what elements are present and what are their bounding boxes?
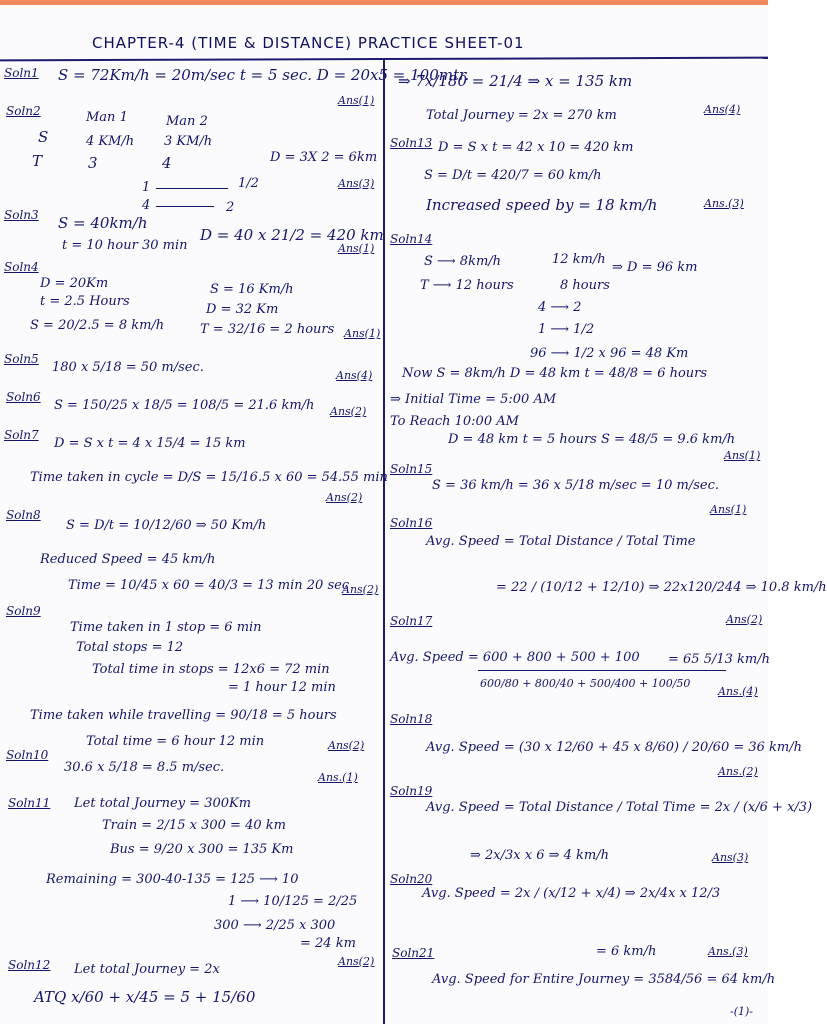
answer-marker: Ans.(2) bbox=[718, 765, 758, 778]
solution-line: = 65 5/13 km/h bbox=[668, 652, 770, 667]
solution-line: Man 1 bbox=[86, 110, 128, 125]
solution-line: 600/80 + 800/40 + 500/400 + 100/50 bbox=[480, 677, 691, 690]
solution-label: Soln9 bbox=[6, 604, 41, 618]
answer-marker: Ans(2) bbox=[726, 613, 763, 626]
answer-marker: Ans.(4) bbox=[718, 685, 758, 698]
answer-marker: Ans(1) bbox=[338, 94, 375, 107]
solution-label: Soln8 bbox=[6, 508, 41, 522]
solution-line: D = 20Km bbox=[40, 276, 109, 291]
answer-marker: Ans(2) bbox=[330, 405, 367, 418]
solution-label: Soln12 bbox=[8, 958, 51, 972]
solution-line: Avg. Speed = Total Distance / Total Time bbox=[426, 534, 696, 549]
solution-line: = 24 km bbox=[300, 936, 356, 951]
answer-marker: Ans(1) bbox=[338, 242, 375, 255]
solution-line: 3 KM/h bbox=[164, 134, 213, 149]
solution-line: 3 bbox=[88, 154, 98, 172]
solution-label: Soln15 bbox=[390, 462, 433, 476]
solution-label: Soln7 bbox=[4, 428, 39, 442]
solution-line: ⇒ 2x/3x x 6 ⇒ 4 km/h bbox=[470, 848, 609, 863]
solution-line: T bbox=[32, 152, 43, 170]
page-title: CHAPTER-4 (TIME & DISTANCE) PRACTICE SHEET-01 bbox=[92, 34, 525, 52]
solution-line: Reduced Speed = 45 km/h bbox=[40, 552, 216, 567]
solution-line: Avg. Speed = Total Distance / Total Time = 2x / (x/6 + x/3) bbox=[426, 800, 813, 815]
solution-line: S = 72Km/h = 20m/sec t = 5 sec. D = 20x5 = 100mtr. bbox=[58, 66, 470, 84]
solution-line: = 6 km/h bbox=[596, 944, 657, 959]
solution-line: 4 bbox=[142, 198, 151, 213]
solution-line: S = 40km/h bbox=[58, 214, 148, 232]
solution-line: 8 hours bbox=[560, 278, 610, 293]
solution-line: Bus = 9/20 x 300 = 135 Km bbox=[110, 842, 294, 857]
solution-line: D = S x t = 4 x 15/4 = 15 km bbox=[54, 436, 246, 451]
solution-line: 1 bbox=[142, 180, 151, 195]
top-orange-band bbox=[0, 0, 768, 5]
answer-marker: Ans(2) bbox=[328, 739, 365, 752]
answer-marker: Ans.(3) bbox=[704, 197, 744, 210]
solution-line: D = 48 km t = 5 hours S = 48/5 = 9.6 km/h bbox=[448, 432, 736, 447]
solution-line: ⇒ 7x/180 = 21/4 ⇒ x = 135 km bbox=[398, 72, 633, 90]
solution-label: Soln19 bbox=[390, 784, 433, 798]
solution-line: S = D/t = 420/7 = 60 km/h bbox=[424, 168, 602, 183]
solution-label: Soln6 bbox=[6, 390, 41, 404]
solution-label: Soln18 bbox=[390, 712, 433, 726]
solution-line: 180 x 5/18 = 50 m/sec. bbox=[52, 360, 204, 375]
solution-line: Let total Journey = 300Km bbox=[74, 796, 252, 811]
solution-line: 96 ⟶ 1/2 x 96 = 48 Km bbox=[530, 346, 689, 361]
solution-line: Increased speed by = 18 km/h bbox=[426, 196, 658, 214]
arrow-line bbox=[156, 188, 228, 189]
answer-marker: Ans(1) bbox=[344, 327, 381, 340]
solution-line: Avg. Speed = 2x / (x/12 + x/4) ⇒ 2x/4x x 12/3 bbox=[422, 886, 721, 901]
solution-label: Soln20 bbox=[390, 872, 433, 886]
answer-marker: Ans(4) bbox=[336, 369, 373, 382]
answer-marker: Ans.(3) bbox=[708, 945, 748, 958]
page-number: -(1)- bbox=[730, 1005, 754, 1018]
solution-label: Soln1 bbox=[4, 66, 39, 80]
solution-line: Total time = 6 hour 12 min bbox=[86, 734, 265, 749]
solution-line: 1 ⟶ 10/125 = 2/25 bbox=[228, 894, 358, 909]
solution-line: Total time in stops = 12x6 = 72 min bbox=[92, 662, 330, 677]
solution-line: 30.6 x 5/18 = 8.5 m/sec. bbox=[64, 760, 225, 775]
answer-marker: Ans(1) bbox=[724, 449, 761, 462]
solution-line: Avg. Speed for Entire Journey = 3584/56 = 64 km/h bbox=[432, 972, 776, 987]
solution-line: ⇒ D = 96 km bbox=[612, 260, 698, 275]
solution-line: ⇒ Initial Time = 5:00 AM bbox=[390, 392, 557, 407]
solution-line: ATQ x/60 + x/45 = 5 + 15/60 bbox=[34, 988, 256, 1006]
solution-line: Time taken while travelling = 90/18 = 5 hours bbox=[30, 708, 337, 723]
solution-line: Time taken in cycle = D/S = 15/16.5 x 60 = 54.55 min bbox=[30, 470, 388, 485]
solution-line: D = 40 x 21/2 = 420 km bbox=[200, 226, 384, 244]
solution-line: D = S x t = 42 x 10 = 420 km bbox=[438, 140, 634, 155]
solution-line: Remaining = 300-40-135 = 125 ⟶ 10 bbox=[46, 872, 299, 887]
solution-line: 1 ⟶ 1/2 bbox=[538, 322, 595, 337]
column-divider bbox=[383, 58, 385, 1024]
solution-label: Soln13 bbox=[390, 136, 433, 150]
solution-label: Soln14 bbox=[390, 232, 433, 246]
solution-label: Soln3 bbox=[4, 208, 39, 222]
arrow-line bbox=[156, 206, 214, 207]
solution-line: T = 32/16 = 2 hours bbox=[200, 322, 335, 337]
answer-marker: Ans(2) bbox=[326, 491, 363, 504]
solution-line: Train = 2/15 x 300 = 40 km bbox=[102, 818, 286, 833]
solution-line: 4 bbox=[162, 154, 172, 172]
solution-line: = 1 hour 12 min bbox=[228, 680, 336, 695]
solution-line: Total Journey = 2x = 270 km bbox=[426, 108, 617, 123]
solution-line: S = D/t = 10/12/60 ⇒ 50 Km/h bbox=[66, 518, 267, 533]
solution-line: S ⟶ 8km/h bbox=[424, 254, 502, 269]
solution-label: Soln2 bbox=[6, 104, 41, 118]
solution-line: 4 ⟶ 2 bbox=[538, 300, 582, 315]
solution-line: S = 36 km/h = 36 x 5/18 m/sec = 10 m/sec. bbox=[432, 478, 719, 493]
answer-marker: Ans(3) bbox=[338, 177, 375, 190]
solution-line: = 22 / (10/12 + 12/10) ⇒ 22x120/244 ⇒ 10.8 km/h bbox=[496, 580, 827, 595]
answer-marker: Ans(2) bbox=[338, 955, 375, 968]
solution-line: Avg. Speed = (30 x 12/60 + 45 x 8/60) / 20/60 = 36 km/h bbox=[426, 740, 803, 755]
solution-line: Time taken in 1 stop = 6 min bbox=[70, 620, 262, 635]
solution-line: Total stops = 12 bbox=[76, 640, 184, 655]
solution-line: Let total Journey = 2x bbox=[74, 962, 220, 977]
solution-line: Now S = 8km/h D = 48 km t = 48/8 = 6 hours bbox=[402, 366, 708, 381]
solution-line: S = 150/25 x 18/5 = 108/5 = 21.6 km/h bbox=[54, 398, 315, 413]
fraction-bar bbox=[478, 670, 726, 671]
solution-line: Avg. Speed = 600 + 800 + 500 + 100 bbox=[390, 650, 640, 665]
answer-marker: Ans(3) bbox=[712, 851, 749, 864]
solution-line: Man 2 bbox=[166, 114, 208, 129]
solution-label: Soln21 bbox=[392, 946, 435, 960]
solution-label: Soln16 bbox=[390, 516, 433, 530]
solution-label: Soln10 bbox=[6, 748, 49, 762]
solution-line: 2 bbox=[226, 200, 235, 215]
solution-line: S = 16 Km/h bbox=[210, 282, 294, 297]
solution-label: Soln11 bbox=[8, 796, 51, 810]
answer-marker: Ans(2) bbox=[342, 583, 379, 596]
solution-line: t = 2.5 Hours bbox=[40, 294, 130, 309]
solution-line: 4 KM/h bbox=[86, 134, 135, 149]
solution-line: To Reach 10:00 AM bbox=[390, 414, 519, 429]
solution-label: Soln5 bbox=[4, 352, 39, 366]
solution-line: Time = 10/45 x 60 = 40/3 = 13 min 20 sec bbox=[68, 578, 350, 593]
solution-label: Soln17 bbox=[390, 614, 433, 628]
solution-line: S bbox=[38, 128, 49, 146]
answer-marker: Ans.(1) bbox=[318, 771, 358, 784]
solution-line: T ⟶ 12 hours bbox=[420, 278, 514, 293]
solution-line: 300 ⟶ 2/25 x 300 bbox=[214, 918, 336, 933]
answer-marker: Ans(1) bbox=[710, 503, 747, 516]
solution-line: D = 32 Km bbox=[206, 302, 279, 317]
solution-line: 12 km/h bbox=[552, 252, 606, 267]
solution-line: t = 10 hour 30 min bbox=[62, 238, 188, 253]
solution-line: S = 20/2.5 = 8 km/h bbox=[30, 318, 165, 333]
solution-line: D = 3X 2 = 6km bbox=[270, 150, 378, 165]
solution-label: Soln4 bbox=[4, 260, 39, 274]
answer-marker: Ans(4) bbox=[704, 103, 741, 116]
solution-line: 1/2 bbox=[238, 176, 259, 191]
